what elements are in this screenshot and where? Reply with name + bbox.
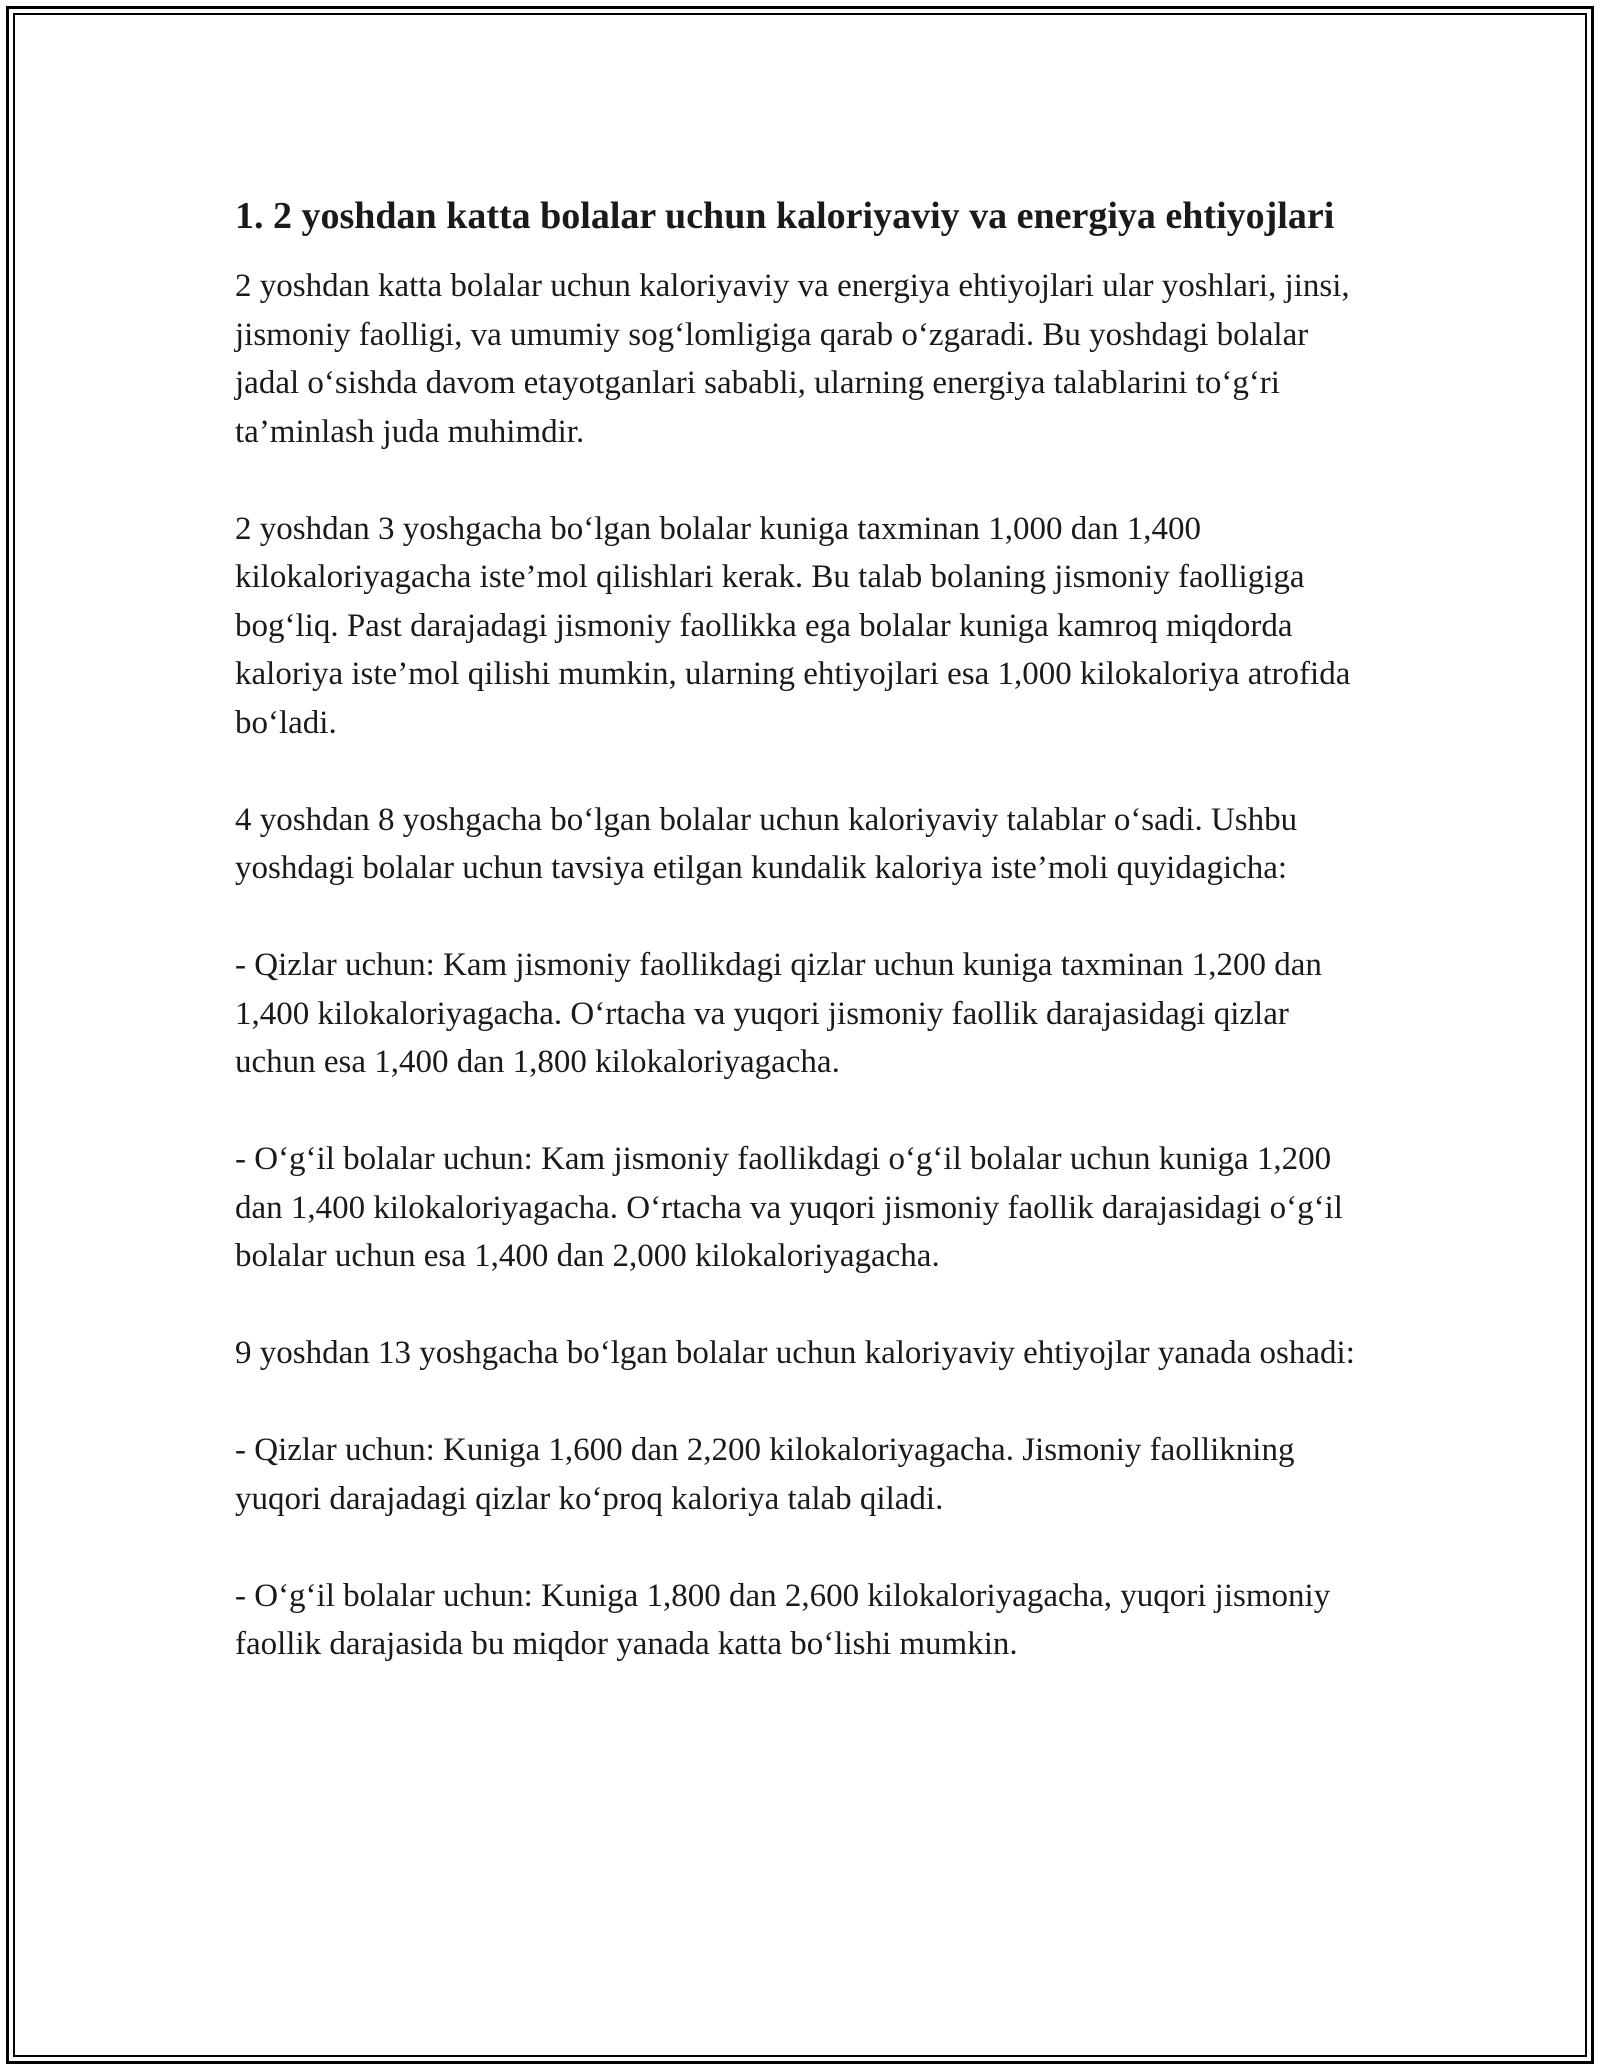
paragraph-intro: 2 yoshdan katta bolalar uchun kaloriyaviy va energiya ehtiyojlari ular yoshlari, jinsi, jismoniy faolligi, va umumiy sog‘lomligiga qarab o‘zgaradi. Bu yoshdagi bolalar jadal o‘sishda davom etayotganlari sababli, ularning energiya talablarini to‘g‘ri ta’minlash juda muhimdir.	[235, 268, 1350, 450]
paragraph-age-9-13: 9 yoshdan 13 yoshgacha bo‘lgan bolalar uchun kaloriyaviy ehtiyojlar yanada oshadi:	[235, 1335, 1355, 1371]
paragraph-age-9-13-girls: - Qizlar uchun: Kuniga 1,600 dan 2,200 kilokaloriyagacha. Jismoniy faollikning yuqori darajadagi qizlar ko‘proq kaloriya talab qiladi.	[235, 1432, 1295, 1517]
document-title: 1. 2 yoshdan katta bolalar uchun kaloriyaviy va energiya ehtiyojlari	[235, 195, 1335, 237]
paragraph-age-4-8-boys: - O‘g‘il bolalar uchun: Kam jismoniy faollikdagi o‘g‘il bolalar uchun kuniga 1,200 dan 1,400 kilokaloriyagacha. O‘rtacha va yuqori jismoniy faollik darajasidagi o‘g‘il bolalar uchun esa 1,400 dan 2,000 kilokaloriyagacha.	[235, 1141, 1343, 1274]
document-body	[235, 188, 1375, 1717]
paragraph-age-4-8: 4 yoshdan 8 yoshgacha bo‘lgan bolalar uchun kaloriyaviy talablar o‘sadi. Ushbu yoshdagi bolalar uchun tavsiya etilgan kundalik kaloriya iste’moli quyidagicha:	[235, 801, 1298, 886]
paragraph-age-2-3: 2 yoshdan 3 yoshgacha bo‘lgan bolalar kuniga taxminan 1,000 dan 1,400 kilokaloriyagacha iste’mol qilishlari kerak. Bu talab bolaning jismoniy faolligiga bog‘liq. Past darajadagi jismoniy faollikka ega bolalar kuniga kamroq miqdorda kaloriya iste’mol qilishi mumkin, ularning ehtiyojlari esa 1,000 kilokaloriya atrofida bo‘ladi.	[235, 510, 1351, 741]
paragraph-age-9-13-boys: - O‘g‘il bolalar uchun: Kuniga 1,800 dan 2,600 kilokaloriyagacha, yuqori jismoniy faollik darajasida bu miqdor yanada katta bo‘lishi mumkin.	[235, 1577, 1331, 1662]
paragraph-age-4-8-girls: - Qizlar uchun: Kam jismoniy faollikdagi qizlar uchun kuniga taxminan 1,200 dan 1,400 kilokaloriyagacha. O‘rtacha va yuqori jismoniy faollik darajasidagi qizlar uchun esa 1,400 dan 1,800 kilokaloriyagacha.	[235, 947, 1322, 1080]
